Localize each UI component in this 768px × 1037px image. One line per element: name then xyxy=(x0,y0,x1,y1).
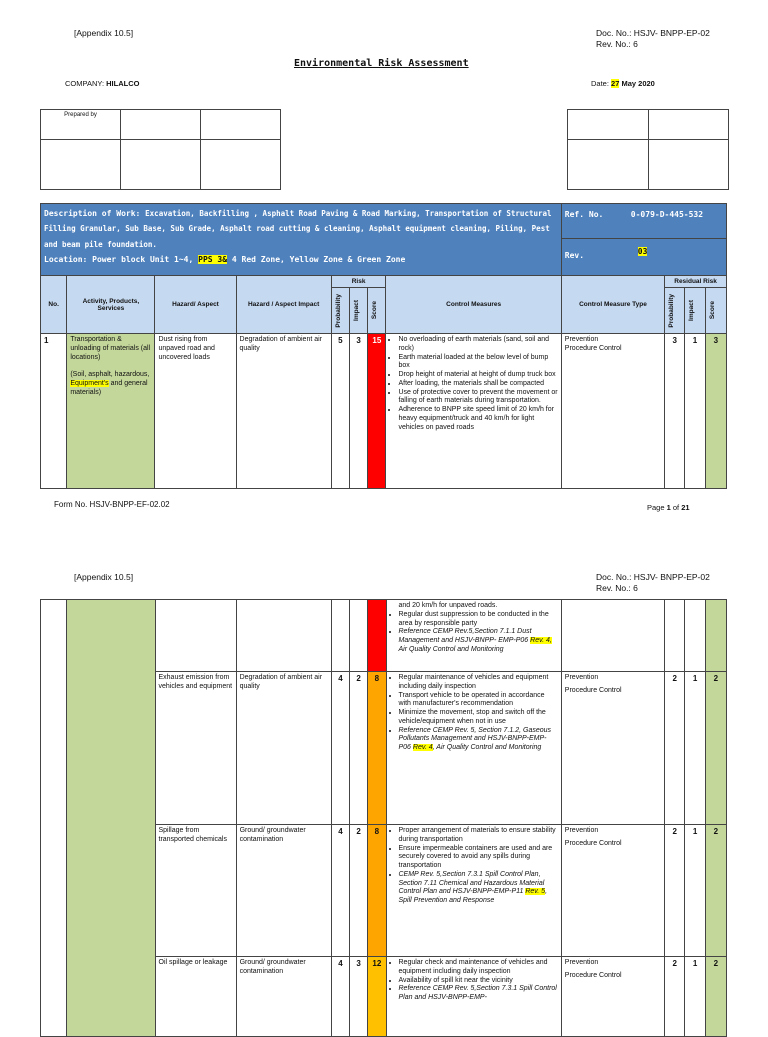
control-item: • Ensure impermeable containers are used and are securely covered to avoid any spills during transportation xyxy=(399,845,558,871)
res-score-value: 2 xyxy=(705,957,726,1037)
control-reference: • Reference CEMP Rev. 5, Section 7.1.2, Gaseous Pollutants Management and HSJV-BNPP-EMP-P06 Rev. 4, Air Quality Control and Monitoring xyxy=(399,727,558,753)
work-description xyxy=(41,204,562,276)
sign-cell xyxy=(121,140,201,190)
desc-label: Description of Work: xyxy=(44,209,141,218)
col-res-probability: Probability xyxy=(668,293,676,328)
hazard-cell: Dust rising from unpaved road and uncovered loads xyxy=(155,334,236,489)
control-item: • Use of protective cover to prevent the movement or falling of earth materials during transportation. xyxy=(398,389,557,407)
control-type: Prevention Procedure Control xyxy=(561,334,664,489)
company-line xyxy=(65,79,139,88)
rev-number-p2: Rev. No.: 6 xyxy=(596,583,638,593)
prepared-by-table xyxy=(40,109,281,190)
control-item: • Proper arrangement of materials to ensure stability during transportation xyxy=(399,827,558,845)
ref-value: 0-079-D-445-532 xyxy=(630,210,704,219)
score-value: 8 xyxy=(368,825,386,957)
ref-block xyxy=(561,204,726,276)
row-number: 1 xyxy=(41,334,67,489)
control-measures xyxy=(386,957,561,1037)
res-probability-value: 2 xyxy=(665,672,685,825)
location-label: Location: Power block Unit 1~4, xyxy=(44,254,194,264)
row-number xyxy=(41,600,67,1037)
impact-cell: Degradation of ambient air quality xyxy=(236,334,331,489)
sign-cell xyxy=(121,110,201,140)
table-row xyxy=(41,600,727,672)
score-value: 8 xyxy=(368,672,386,825)
res-impact-value: 1 xyxy=(685,334,705,489)
res-score-value: 2 xyxy=(705,672,726,825)
col-impact: Hazard / Aspect Impact xyxy=(236,276,331,334)
control-item: • Transport vehicle to be operated in accordance with manufacturer's recommendation xyxy=(399,692,558,710)
appendix-label-p2: [Appendix 10.5] xyxy=(74,572,134,582)
doc-number-p2: Doc. No.: HSJV- BNPP-EP-02 xyxy=(596,572,710,582)
desc-text: Excavation, Backfilling , Asphalt Road Paving & Road Marking, Transportation of Structural Filling Granular, Sub Base, Sub Grade, Asphalt road cutting & cleaning, Asphalt equipment cleaning, Piling, Pest and beam pile foundation. xyxy=(44,209,552,249)
sign-cell xyxy=(568,140,649,190)
col-control-type: Control Measure Type xyxy=(561,276,664,334)
col-residual: Residual Risk xyxy=(665,276,727,288)
rev-number: Rev. No.: 6 xyxy=(596,39,638,49)
impact-value: 3 xyxy=(350,957,368,1037)
control-reference: • CEMP Rev. 5,Section 7.3.1 Spill Control Plan, Section 7.11 Chemical and Hazardous Material Control Plan and HSJV-BNPP-EMP-P11 Rev. 5, Spill Prevention and Response xyxy=(399,871,558,906)
control-type: Prevention Procedure Control xyxy=(561,825,664,957)
col-res-impact: Impact xyxy=(688,300,696,321)
col-probability: Probability xyxy=(334,293,342,328)
control-measures xyxy=(386,825,561,957)
sign-cell xyxy=(41,140,121,190)
res-impact-value: 1 xyxy=(685,672,705,825)
location-rest: 4 Red Zone, Yellow Zone & Green Zone xyxy=(231,254,406,264)
company-label: COMPANY: xyxy=(65,79,105,88)
page-title: Environmental Risk Assessment xyxy=(294,58,469,69)
col-risk: Risk xyxy=(331,276,386,288)
activity-cell: Transportation & unloading of materials (all locations) (Soil, asphalt, hazardous, Equipment's and general materials) xyxy=(67,334,155,489)
ref-label: Ref. No. xyxy=(564,210,604,219)
page-footer: Page 1 of 21 xyxy=(647,503,690,512)
control-item: • Regular maintenance of vehicles and equipment including daily inspection xyxy=(399,674,558,692)
impact-value: 3 xyxy=(349,334,367,489)
rev-label: Rev. xyxy=(564,251,585,260)
control-reference: • Reference CEMP Rev. 5,Section 7.3.1 Spill Control Plan and HSJV-BNPP-EMP- xyxy=(399,985,558,1003)
form-number: Form No. HSJV-BNPP-EF-02.02 xyxy=(54,500,170,509)
control-measures: and 20 km/h for unpaved roads. • Regular dust suppression to be conducted in the area by responsible party • Reference CEMP Rev.5,Section 7.1.1 Dust Management and HSJV-BNPP- EMP-P06 Rev. 4, Air Quality Control and Monitoring xyxy=(386,600,561,672)
col-hazard: Hazard/ Aspect xyxy=(155,276,236,334)
date-label: Date: xyxy=(591,79,609,88)
probability-value: 4 xyxy=(331,672,349,825)
control-item: • No overloading of earth materials (sand, soil and rock) xyxy=(398,336,557,354)
date-line xyxy=(591,79,655,88)
hazard-cell: Exhaust emission from vehicles and equipment xyxy=(155,672,236,825)
date-month-year: May 2020 xyxy=(621,79,655,88)
control-measures xyxy=(386,334,561,489)
probability-value: 5 xyxy=(331,334,349,489)
impact-cell: Ground/ groundwater contamination xyxy=(236,957,331,1037)
impact-value: 2 xyxy=(350,672,368,825)
control-item: • Regular check and maintenance of vehicles and equipment including daily inspection xyxy=(399,959,558,977)
score-value xyxy=(368,600,386,672)
prepared-by-label: Prepared by xyxy=(41,110,121,140)
res-probability-value: 3 xyxy=(665,334,685,489)
score-value: 12 xyxy=(368,957,386,1037)
control-item: • Adherence to BNPP site speed limit of 20 km/h for heavy equipment/truck and 40 km/h for light vehicles on paved roads xyxy=(398,406,557,432)
score-value: 15 xyxy=(368,334,386,489)
col-activity: Activity, Products, Services xyxy=(67,276,155,334)
col-no: No. xyxy=(41,276,67,334)
appendix-label: [Appendix 10.5] xyxy=(74,28,134,38)
hazard-cell: Oil spillage or leakage xyxy=(155,957,236,1037)
approval-table xyxy=(567,109,729,190)
control-item: • Drop height of material at height of dump truck box xyxy=(398,371,557,380)
control-item: • After loading, the materials shall be compacted xyxy=(398,380,557,389)
table-row xyxy=(41,334,727,489)
impact-value: 2 xyxy=(350,825,368,957)
res-probability-value: 2 xyxy=(665,957,685,1037)
company-name: HILALCO xyxy=(106,79,140,88)
control-measures xyxy=(386,672,561,825)
doc-number: Doc. No.: HSJV- BNPP-EP-02 xyxy=(596,28,710,38)
res-impact-value: 1 xyxy=(685,825,705,957)
col-control: Control Measures xyxy=(386,276,561,334)
hazard-cell: Spillage from transported chemicals xyxy=(155,825,236,957)
risk-table-page1 xyxy=(40,203,727,489)
res-impact-value: 1 xyxy=(685,957,705,1037)
risk-table-page2 xyxy=(40,599,727,1037)
sign-cell xyxy=(568,110,649,140)
res-score-value: 3 xyxy=(705,334,726,489)
impact-cell: Degradation of ambient air quality xyxy=(236,672,331,825)
probability-value: 4 xyxy=(331,825,349,957)
location-highlight: PPS 3& xyxy=(198,254,228,264)
sign-cell xyxy=(201,110,281,140)
probability-value: 4 xyxy=(331,957,349,1037)
date-day: 27 xyxy=(611,79,620,88)
sign-cell xyxy=(648,140,729,190)
control-type: Prevention Procedure Control xyxy=(561,672,664,825)
col-impact-short: Impact xyxy=(352,300,360,321)
res-score-value: 2 xyxy=(705,825,726,957)
control-item: • Earth material loaded at the below level of bump box xyxy=(398,354,557,372)
sign-cell xyxy=(648,110,729,140)
res-probability-value: 2 xyxy=(665,825,685,957)
control-item: • Availability of spill kit near the vicinity xyxy=(399,977,558,986)
control-item: • Minimize the movement, stop and switch off the vehicle/equipment when not in use xyxy=(399,709,558,727)
impact-cell: Ground/ groundwater contamination xyxy=(236,825,331,957)
col-score: Score xyxy=(371,301,379,320)
rev-value: 03 xyxy=(637,247,648,256)
control-type: Prevention Procedure Control xyxy=(561,957,664,1037)
sign-cell xyxy=(201,140,281,190)
activity-cell xyxy=(67,600,155,1037)
col-res-score: Score xyxy=(708,301,716,320)
